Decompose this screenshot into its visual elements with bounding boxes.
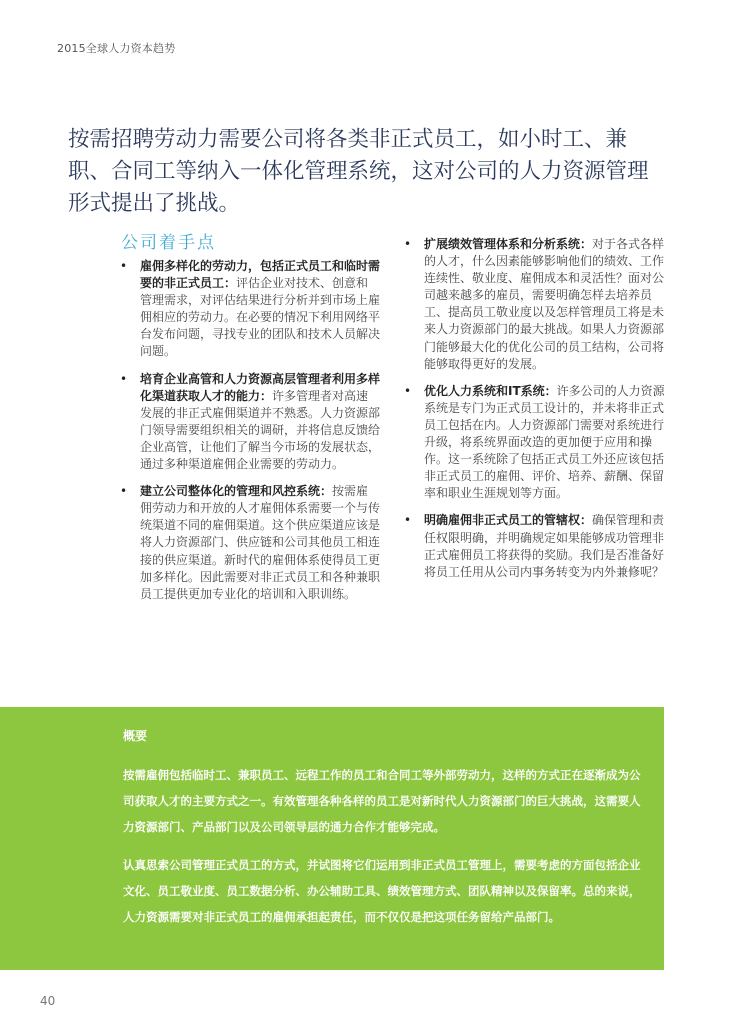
- summary-title: 概要: [123, 729, 148, 743]
- bullet-icon: •: [120, 259, 128, 273]
- bullet-list-left: [118, 258, 380, 603]
- summary-paragraph: 按需雇佣包括临时工、兼职员工、远程工作的员工和合同工等外部劳动力，这样的方式正在逐渐成为公司获取人才的主要方式之一。有效管理各种各样的员工是对新时代人力资源部门的巨大挑战，这需要人力资源部门、产品部门以及公司领导层的通力合作才能够完成。: [123, 768, 641, 834]
- item-body: 许多公司的人力资源系统是专门为正式员工设计的，并未将非正式员工包括在内。人力资源部门需要对系统进行升级，将系统界面改造的更加便于应用和操作。这一系统除了包括正式员工外还应该包括非正式员工的雇佣、评价、培养、薪酬、保留率和职业生涯规划等方面。: [424, 383, 665, 501]
- item-title: 培育企业高管和人力资源高层管理者利用多样化渠道获取人才的能力：: [140, 371, 381, 403]
- summary-content: [123, 727, 648, 942]
- list-item: [402, 236, 670, 373]
- list-item: [402, 512, 670, 580]
- bullet-list-right: [402, 236, 670, 581]
- summary-paragraph: 认真思索公司管理正式员工的方式，并试图将它们运用到非正式员工管理上，需要考虑的方面包括企业文化、员工敬业度、员工数据分析、办公辅助工具、绩效管理方式、团队精神以及保留率。总的来说，人力资源需要对非正式员工的雇佣承担起责任，而不仅仅是把这项任务留给产品部门。: [123, 858, 641, 924]
- left-column: [118, 232, 380, 613]
- list-item: [118, 258, 380, 361]
- item-title: 明确雇佣非正式员工的管辖权：: [424, 513, 593, 528]
- item-title: 建立公司整体化的管理和风控系统：: [140, 484, 333, 499]
- right-column: [402, 236, 670, 591]
- lead-paragraph: 按需招聘劳动力需要公司将各类非正式员工，如小时工、兼职、合同工等纳入一体化管理系统，这对公司的人力资源管理形式提出了挑战。: [68, 127, 649, 216]
- summary-box: [0, 707, 664, 970]
- item-body: 许多管理者对高速发展的非正式雇佣渠道并不熟悉。人力资源部门领导需要组织相关的调研，并将信息反馈给企业高管，让他们了解当今市场的发展状态，通过多种渠道雇佣企业需要的劳动力。: [140, 388, 381, 472]
- running-header: 2015全球人力资本趋势: [57, 42, 176, 55]
- list-item: [402, 383, 670, 503]
- item-body: 对于各式各样的人才，什么因素能够影响他们的绩效、工作连续性、敬业度、雇佣成本和灵活性？面对公司越来越多的雇员，需要明确怎样去培养员工、提高员工敬业度以及怎样管理员工将是未来人力资源部门的最大挑战。如果人力资源部门能够最大化的优化公司的员工结构，公司将能够取得更好的发展。: [424, 237, 665, 371]
- item-body: 确保管理和责任权限明确，并明确规定如果能够成功管理非正式雇佣员工将获得的奖励。我们是否准备好将员工任用从公司内事务转变为内外兼修呢？: [424, 513, 665, 579]
- list-item: [118, 483, 380, 603]
- bullet-icon: •: [404, 237, 412, 251]
- bullet-icon: •: [404, 383, 412, 398]
- item-body: 评估企业对技术、创意和管理需求，对评估结果进行分析并到市场上雇佣相应的劳动力。在必要的情况下利用网络平台发布问题，寻找专业的团队和技术人员解决问题。: [140, 276, 381, 359]
- item-title: 扩展绩效管理体系和分析系统：: [424, 237, 593, 251]
- bullet-icon: •: [120, 371, 128, 386]
- item-title: 雇佣多样化的劳动力，包括正式员工和临时需要的非正式员工：: [140, 259, 381, 291]
- list-item: [118, 371, 380, 474]
- item-title: 优化人力系统和IT系统：: [424, 383, 557, 398]
- section-heading: 公司着手点: [121, 233, 216, 253]
- bullet-icon: •: [120, 484, 128, 499]
- bullet-icon: •: [404, 513, 412, 528]
- page-number: 40: [40, 994, 56, 1008]
- item-body: 按需雇佣劳动力和开放的人才雇佣体系需要一个与传统渠道不同的雇佣渠道。这个供应渠道应该是将人力资源部门、供应链和公司其他员工相连接的供应渠道。新时代的雇佣体系使得员工更加多样化。因此需要对非正式员工和各种兼职员工提供更加专业化的培训和入职训练。: [140, 484, 381, 601]
